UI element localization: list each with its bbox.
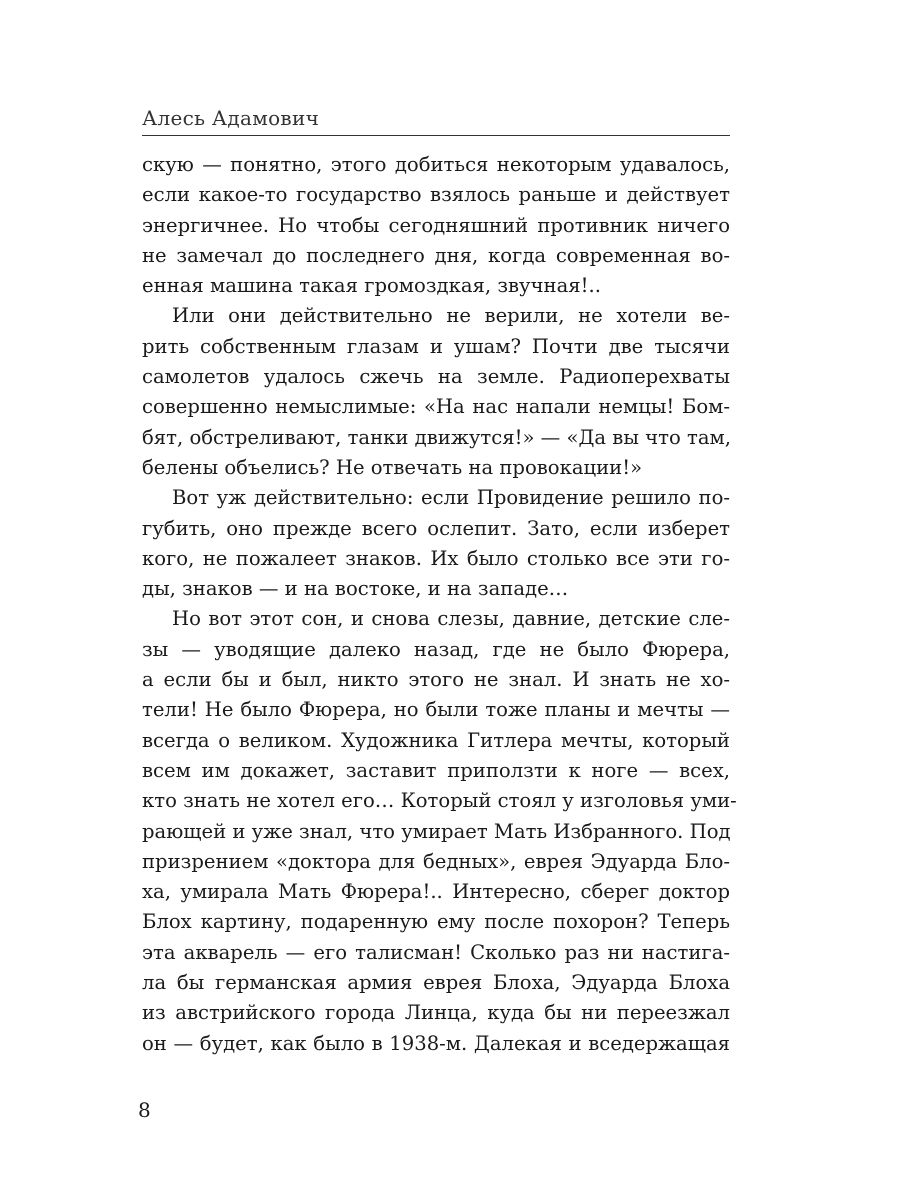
text-line: тели! Не было Фюрера, но были тоже планы и мечты —	[142, 698, 730, 722]
text-line: кто знать не хотел его… Который стоял у изголовья уми-	[142, 789, 737, 813]
text-line: губить, оно прежде всего ослепит. Зато, если изберет	[142, 516, 730, 540]
text-line: скую — понятно, этого добиться некоторым удавалось,	[142, 153, 730, 176]
text-line: енная машина такая громоздкая, звучная!..	[142, 274, 601, 298]
text-line: а если бы и был, никто этого не знал. И знать не хо-	[142, 668, 730, 692]
text-line: рающей и уже знал, что умирает Мать Избранного. Под	[142, 819, 731, 843]
body-text	[142, 150, 737, 1059]
text-line: всегда о великом. Художника Гитлера мечты, который	[142, 728, 730, 752]
text-line: Блох картину, подаренную ему после похорон? Теперь	[142, 910, 730, 934]
text-line: зы — уводящие далеко назад, где не было Фюрера,	[142, 637, 730, 661]
text-line: энергичнее. Но чтобы сегодняшний противник ничего	[142, 213, 730, 237]
text-line: совершенно немыслимые: «На нас напали немцы! Бом-	[142, 395, 730, 419]
text-line: бят, обстреливают, танки движутся!» — «Да вы что там,	[142, 425, 731, 449]
text-line: эта акварель — его талисман! Сколько раз ни настига-	[142, 940, 730, 964]
text-line: не замечал до последнего дня, когда современная во-	[142, 243, 730, 267]
text-line: рить собственным глазам и ушам? Почти две тысячи	[142, 334, 730, 358]
text-line: Или они действительно не верили, не хотели ве-	[172, 304, 730, 328]
text-line: кого, не пожалеет знаков. Их было столько все эти го-	[142, 546, 730, 570]
text-line: всем им докажет, заставит приползти к ноге — всех,	[142, 758, 730, 782]
text-line: Вот уж действительно: если Провидение решило по-	[172, 486, 730, 510]
running-head-author: Алесь Адамович	[142, 106, 320, 130]
text-line: из австрийского города Линца, куда бы ни переезжал	[142, 1001, 730, 1025]
text-line: ды, знаков — и на востоке, и на западе…	[142, 577, 569, 601]
text-line: если какое-то государство взялось раньше и действует	[142, 183, 730, 207]
text-line: он — будет, как было в 1938-м. Далекая и вседержащая	[142, 1031, 730, 1055]
text-line: ха, умирала Мать Фюрера!.. Интересно, сберег доктор	[142, 880, 730, 904]
header-rule	[142, 135, 730, 136]
page-number: 8	[138, 1098, 151, 1122]
text-line: Но вот этот сон, и снова слезы, давние, детские сле-	[172, 607, 730, 631]
text-line: белены объелись? Не отвечать на провокации!»	[142, 455, 643, 479]
text-line: призрением «доктора для бедных», еврея Эдуарда Бло-	[142, 849, 730, 873]
text-line: ла бы германская армия еврея Блоха, Эдуарда Блоха	[142, 971, 730, 995]
text-line: самолетов удалось сжечь на земле. Радиоперехваты	[142, 365, 730, 389]
